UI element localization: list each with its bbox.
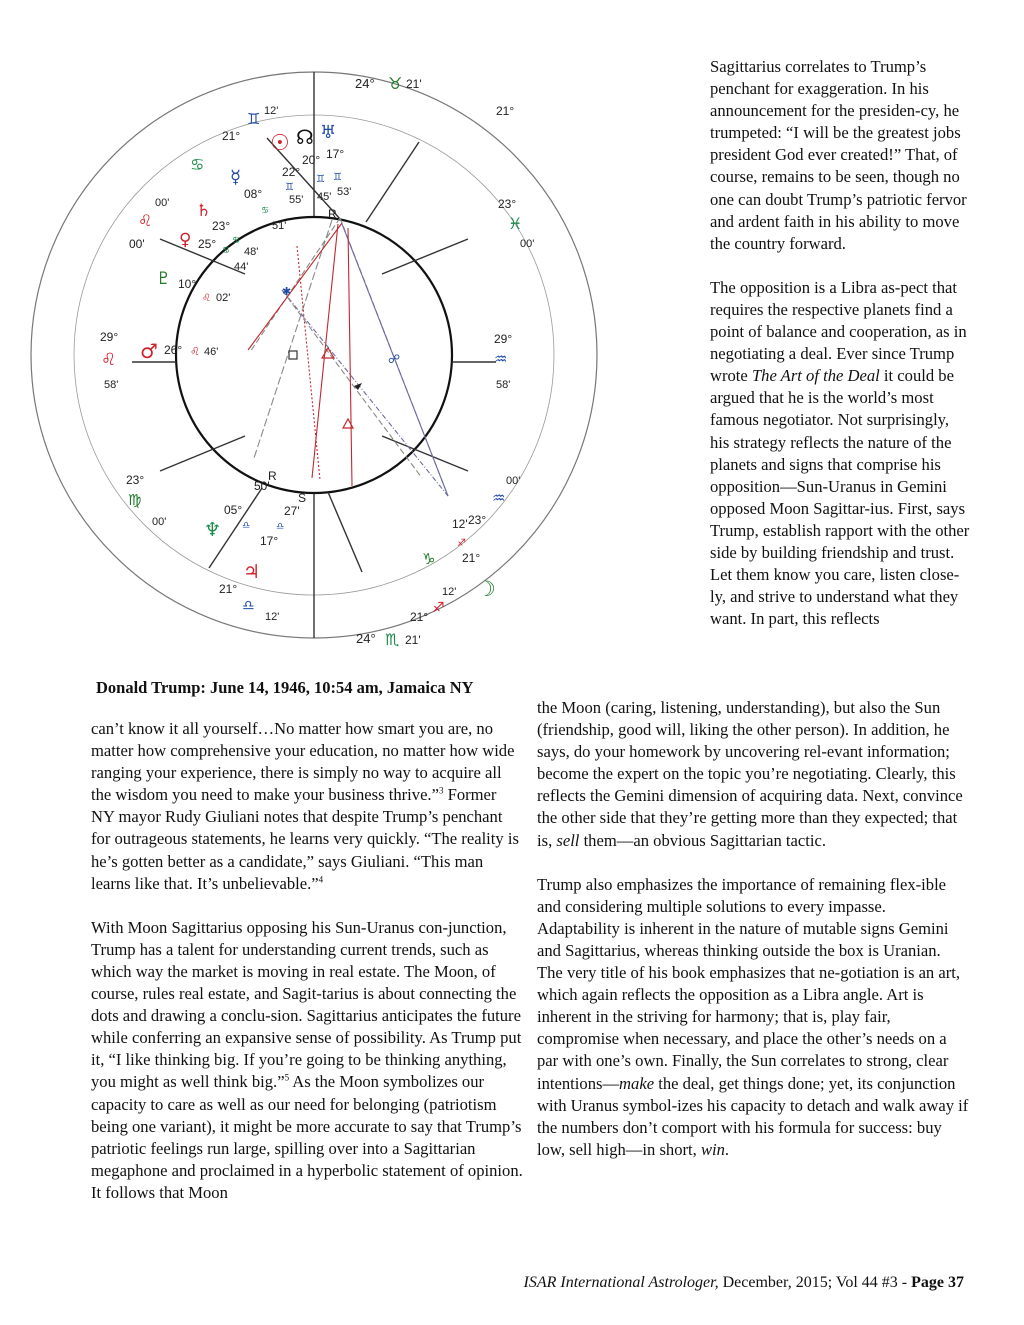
planet-labels — [140, 122, 496, 601]
aspect-line — [297, 246, 320, 480]
text-run: With Moon Sagittarius opposing his Sun-Uranus con-junction, Trump has a talent for understanding current trends, such as which way the market is moving in real estate. The Moon, of course, rules real estate, and Sagit-tarius is about connecting the dots and drawing a conclu-sion. Sagittarius anticipates the future while conferring an expansive sense of possibility. As Trump put it, “I like thinking big. If you’re going to be thinking anything, you might as well think big.” — [91, 917, 522, 1092]
paragraph — [537, 874, 969, 1161]
gemini-glyph-1: ♊ — [285, 182, 294, 193]
natal-chart — [92, 58, 535, 678]
cusp-7-deg-r: 29° — [494, 332, 513, 346]
cusp-4-deg: 24° — [356, 631, 376, 646]
text-run: can’t know it all yourself…No matter how smart you are, no matter how comprehensive your education, no matter how wide ranging your experience, there is simply no way to acquire all the wisdom you need to make your business thrive.” — [91, 719, 515, 805]
paragraph: Sagittarius correlates to Trump’s penchant for exaggeration. In his announcement for the presiden-cy, he trumpeted: “I will be the greatest jobs president God ever created!” That, of course, remains to be seen, though no one can doubt Trump’s patriotic fervor and ardent faith in his ability to move the country forward. — [710, 57, 967, 253]
jupiter-min: 27' — [284, 504, 300, 518]
page-number: Page 37 — [911, 1274, 964, 1291]
saturn-icon: ♄ — [196, 201, 212, 221]
cusp-7-min: 58' — [496, 379, 511, 391]
text-run: The opposition is a Libra as-pect that requires the respective planets find a point of balance and cooperation, as in negotiating a deal. Ever since Trump wrote — [710, 277, 967, 386]
emphasis: sell — [556, 830, 580, 850]
saturn-deg: 23° — [212, 219, 231, 233]
leo-glyph-mars: ♌ — [190, 345, 200, 358]
cusp-line-5 — [328, 492, 362, 572]
text-run: the deal, get things done; yet, its conjunction with Uranus symbol-izes his capacity to detach and walk away if the numbers don’t comport with his formula for success: buy low, sell high—in short, — [537, 1073, 969, 1159]
mercury-min: 51' — [272, 220, 287, 232]
jupiter-stationary: S — [298, 491, 307, 505]
aspect-glyphs — [282, 286, 400, 428]
chart-caption: Donald Trump: June 14, 1946, 10:54 am, Jamaica NY — [96, 678, 474, 697]
venus-min: 44' — [234, 261, 249, 273]
leo-glyph-p: ♌ — [202, 293, 211, 304]
moon-deg: 21° — [462, 551, 481, 565]
journal-name: ISAR International Astrologer, — [523, 1274, 719, 1291]
cusp-8-sign-r: ♓ — [508, 214, 523, 233]
saturn-min: 48' — [244, 246, 259, 258]
page-footer — [524, 1274, 965, 1292]
mercury-icon: ☿ — [230, 167, 242, 188]
cusp-11-deg: 21° — [222, 129, 241, 143]
cusp-1-min: 58' — [104, 379, 119, 391]
aspect-line — [282, 290, 448, 496]
libra-glyph-n: ♎ — [242, 521, 251, 531]
neptune-icon: ♆ — [204, 519, 222, 541]
aspect-line — [254, 220, 332, 458]
mars-deg: 26° — [164, 343, 183, 357]
emphasis: make — [619, 1073, 655, 1093]
node-min: 45' — [317, 191, 332, 203]
mars-icon: ♂ — [140, 339, 158, 363]
cancer-glyph-m: ♋ — [261, 206, 270, 216]
pluto-min: 02' — [216, 292, 231, 304]
jupiter-deg: 17° — [260, 534, 279, 548]
cusp-10-deg: 24° — [355, 76, 375, 91]
cusp-1-sign: ♌ — [101, 350, 117, 370]
cusp-9-deg: 21° — [496, 104, 515, 118]
sun-icon: ☉ — [270, 131, 290, 156]
aspect-line — [248, 223, 342, 350]
footnote-ref: 3 — [438, 785, 444, 796]
neptune-deg: 05° — [224, 503, 243, 517]
cusp-11-sign: ♊ — [247, 110, 261, 128]
sun-deg: 22° — [282, 165, 301, 179]
cusp-5-sign-b: ♐ — [432, 600, 445, 616]
jupiter-icon: ♃ — [243, 561, 261, 583]
aspect-line — [348, 228, 352, 486]
paragraph — [91, 718, 523, 895]
cusp-1-deg: 29° — [100, 330, 119, 344]
moon-min: 12' — [452, 517, 468, 531]
footnote-ref: 5 — [284, 1072, 290, 1083]
neptune-retro: R — [268, 469, 277, 483]
square-glyph — [289, 351, 297, 359]
book-title: The Art of the Deal — [751, 366, 880, 386]
cusp-4-sign: ♏ — [385, 630, 400, 649]
right-column-top — [710, 56, 972, 652]
sextile-glyph: ✱ — [282, 286, 292, 298]
uranus-retro: R — [328, 207, 337, 221]
cusp-3-min: 12' — [265, 611, 280, 623]
node-deg: 20° — [302, 153, 321, 167]
cusp-2-min: 00' — [152, 516, 167, 528]
text-run: . — [724, 1139, 730, 1159]
paragraph — [710, 277, 972, 631]
cusp-6-sign: ♒ — [492, 489, 506, 507]
uranus-min: 53' — [337, 186, 352, 198]
aspect-line — [282, 290, 422, 478]
paragraph — [91, 917, 523, 1204]
emphasis: win — [700, 1139, 725, 1159]
sun-min: 55' — [289, 194, 304, 206]
cusp-2-sign: ♍ — [128, 491, 142, 509]
cusp-8-min-r: 00' — [520, 238, 535, 250]
cusp-10-sign: ♉ — [388, 74, 403, 93]
venus-icon: ♀ — [179, 230, 192, 250]
gemini-glyph-3: ♊ — [333, 172, 342, 183]
uranus-deg: 17° — [326, 147, 345, 161]
node-icon: ☊ — [296, 125, 314, 149]
pluto-deg: 10° — [178, 277, 197, 291]
cusp-12-sign: ♌ — [138, 211, 153, 230]
text-run: the Moon (caring, listening, understanding), but also the Sun (friendship, good will, liking the other person). In addition, he says, do your homework by uncovering rel-evant information; become the expert on the topic you’re negotiating. Clearly, this reflects the Gemini dimension of acquiring data. Next, convince the other side that they’re getting more than they expected; that is, — [537, 698, 963, 850]
pluto-icon: ♇ — [156, 269, 172, 289]
venus-deg: 25° — [198, 237, 217, 251]
text-run: them—an obvious Sagittarian tactic. — [579, 830, 826, 850]
cusp-11-min: 12' — [264, 105, 279, 117]
mars-min: 46' — [204, 346, 219, 358]
aspect-line — [312, 224, 338, 478]
cusp-3-sign: ♎ — [242, 598, 255, 614]
paragraph — [537, 697, 969, 852]
text-run: it could be argued that he is the world’s most famous negotiator. Not surprisingly, his strategy reflects the nature of the planets and signs that comprise his opposition—Sun-Uranus in Gemini opposed Moon Sagittar-ius. First, says Trump, establish rapport with the other side by building friendship and trust. Let them know you care, listen close-ly, and strive to understand what they want. In part, this reflects — [710, 366, 970, 629]
right-column-bottom — [537, 697, 969, 1183]
cusp-labels — [355, 74, 514, 118]
cusp-12-deg: 00' — [129, 237, 145, 251]
cusp-4-min: 21' — [405, 633, 421, 647]
cusp-10-min: 21' — [406, 77, 422, 91]
issue-info: December, 2015; Vol 44 #3 - — [718, 1274, 912, 1291]
left-column — [91, 718, 523, 1226]
cusp-5-sign: ♑ — [422, 550, 436, 568]
sagittarius-glyph-m: ♐ — [457, 538, 466, 549]
cusp-3-deg: 21° — [219, 582, 238, 596]
cusp-6-deg: 00' — [506, 475, 521, 487]
gemini-glyph-2: ♊ — [316, 174, 325, 185]
cancer-glyph-v: ♋ — [222, 246, 231, 256]
cusp-7-sign: ♒ — [494, 350, 508, 368]
cusp-8-deg-r: 23° — [498, 197, 517, 211]
text-run: Trump also emphasizes the importance of remaining flex-ible and considering multiple solutions to every impasse. Adaptability is inherent in the nature of mutable signs Gemini and Sagittarius, whereas thinking outside the box is Uranian. The very title of his book emphasizes that ne-gotiation is an art, which again reflects the opposition as a Libra angle. Art is inherent in the striving for harmony; that is, play fair, compromise when necessary, and place the other’s needs on a par with one’s own. Finally, the Sun correlates to strong, clear intentions— — [537, 874, 961, 1093]
cusp-5-deg: 21° — [410, 610, 429, 624]
uranus-icon: ♅ — [320, 122, 337, 143]
mercury-deg: 08° — [244, 187, 263, 201]
text-run: As the Moon symbolizes our capacity to care as well as our need for belonging (patriotism being one variant), it might be more accurate to say that Trump’s patriotic feelings run large, spilling over into a Sagittarian megaphone and proclaimed in a hyperbolic statement of opinion. It follows that Moon — [91, 1072, 523, 1202]
cancer-glyph-s: ♋ — [232, 236, 241, 246]
text-run: Former NY mayor Rudy Giuliani notes that despite Trump’s penchant for outrageous statements, he learns very quickly. “The reality is he’s gotten better as a candidate,” says Giuliani. “This man learns like that. It’s unbelievable.” — [91, 785, 519, 893]
cusp-6-min: 23° — [468, 513, 487, 527]
cusp-5-min: 12' — [442, 586, 457, 598]
cusp-12-min: 00' — [155, 197, 170, 209]
opposition-glyph: ☍ — [388, 352, 401, 366]
neptune-min: 50' — [254, 479, 270, 493]
moon-icon: ☽ — [477, 577, 496, 601]
cusp-line-9 — [366, 142, 419, 222]
footnote-ref: 4 — [318, 874, 324, 885]
libra-glyph-j: ♎ — [276, 522, 285, 532]
cusp-2-deg: 23° — [126, 473, 145, 487]
cancer-sign: ♋ — [190, 155, 205, 174]
